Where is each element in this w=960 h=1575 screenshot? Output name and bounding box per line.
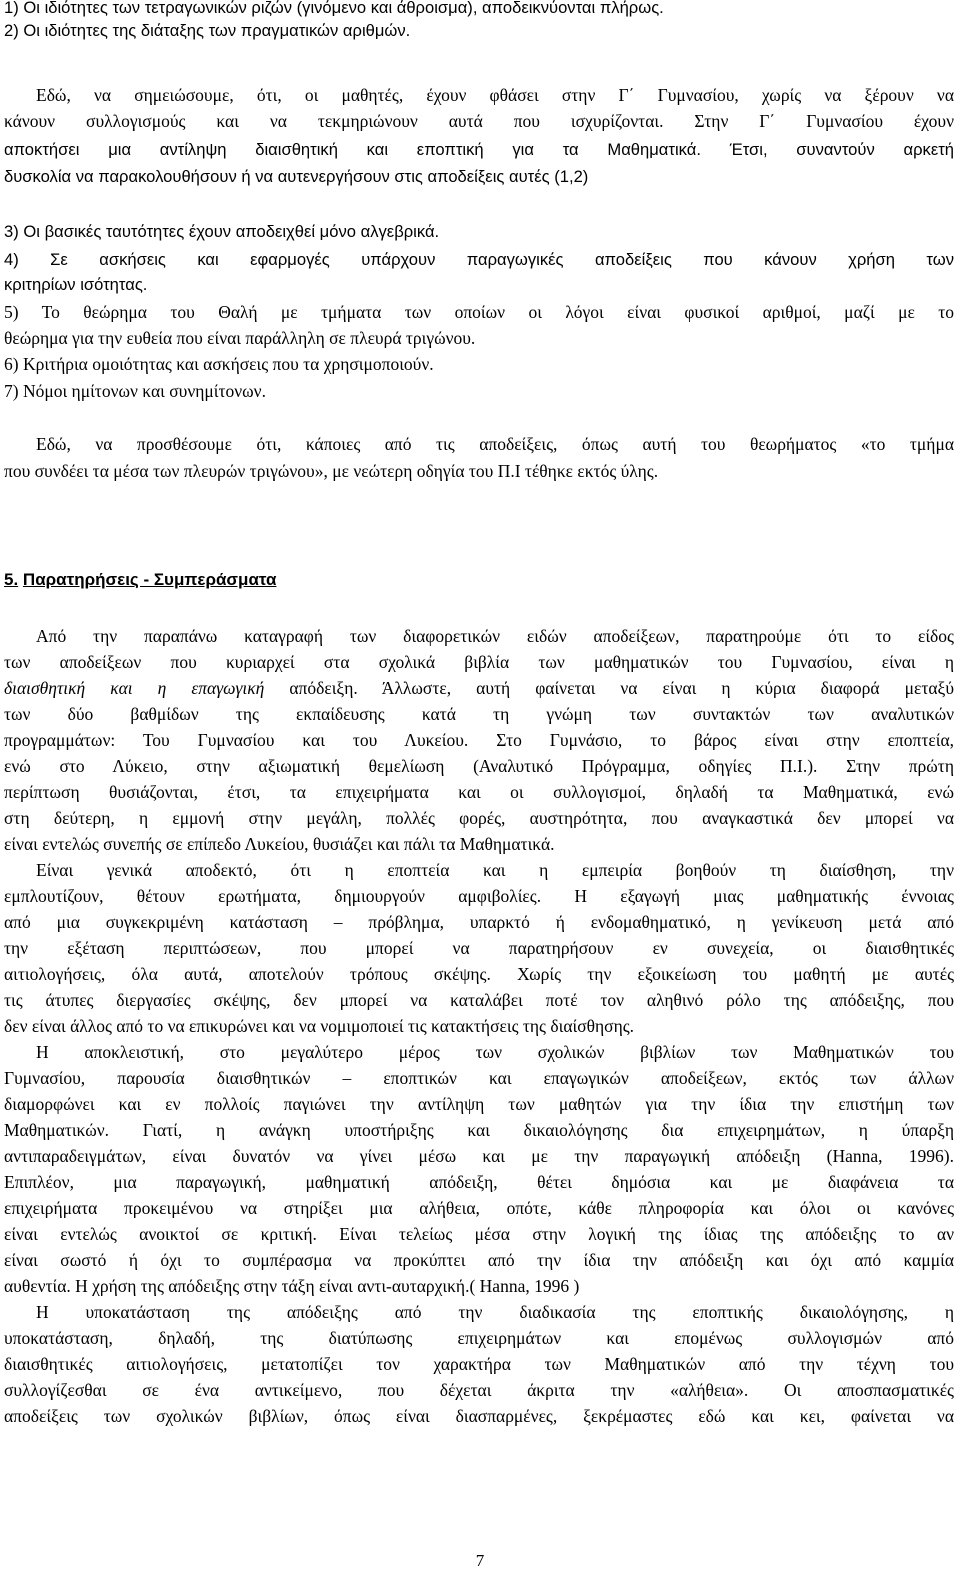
page-number: 7 (475, 1551, 485, 1570)
paragraph-line: ενώ στο Λύκειο, στην αξιωματική θεμελίωση (Αναλυτικό Πρόγραμμα, οδηγίες Π.Ι.). Στην πρώτη (4, 756, 954, 776)
paragraph-line: δεν είναι άλλος από το να επικυρώνει και να νομιμοποιεί τις κατακτήσεις της διαίσθησης. (4, 1016, 635, 1036)
paragraph-line: αντιπαραδειγμάτων, είναι δυνατόν να γίνει μέσω και με την παραγωγική απόδειξη (Hanna, 1996). (4, 1146, 954, 1166)
paragraph-line: Είναι γενικά αποδεκτό, ότι η εποπτεία και η εμπειρία βοηθούν τη διαίσθηση, την (36, 860, 954, 880)
paragraph-line: διαισθητικές αιτιολογήσεις, μετατοπίζει τον χαρακτήρα των Μαθηματικών από την τέχνη του (4, 1354, 954, 1374)
paragraph-line: αιτιολογήσεις, όλα αυτά, αποτελούν τρόπους σκέψης. Χωρίς την εξοικείωση του μαθητή με αυτές (4, 964, 954, 984)
paragraph-line: είναι σωστό ή όχι το συμπέρασμα να προκύπτει από την ίδια την απόδειξη και όχι από καμμία (4, 1250, 954, 1270)
paragraph-text: απόδειξη. Άλλωστε, αυτή φαίνεται να είναι η κύρια διαφορά μεταξύ (264, 678, 954, 698)
paragraph-line: Εδώ, να σημειώσουμε, ότι, οι μαθητές, έχουν φθάσει στην Γ΄ Γυμνασίου, χωρίς να ξέρουν να (36, 85, 954, 105)
paragraph-line: που συνδέει τα μέσα των πλευρών τριγώνου», με νεώτερη οδηγία του Π.Ι τέθηκε εκτός ύλης. (4, 461, 659, 481)
list-item-4-continued: κριτηρίων ισότητας. (4, 275, 148, 294)
paragraph-line: δυσκολία να παρακολουθήσουν ή να αυτενεργήσουν στις αποδείξεις αυτές (1,2) (4, 167, 589, 186)
paragraph-line: Από την παραπάνω καταγραφή των διαφορετικών ειδών αποδείξεων, παρατηρούμε ότι το είδος (36, 626, 954, 646)
list-item-5-continued: θεώρημα για την ευθεία που είναι παράλληλη σε πλευρά τριγώνου. (4, 328, 476, 348)
paragraph-line: επιχειρήματα προκειμένου να στηρίξει μια αλήθεια, οπότε, κάθε πληροφορία και όλοι οι κανόνες (4, 1198, 954, 1218)
paragraph-line: Εδώ, να προσθέσουμε ότι, κάποιες από τις αποδείξεις, όπως αυτή του θεωρήματος «το τμήμα (36, 434, 954, 454)
paragraph-line: Γυμνασίου, παρουσία διαισθητικών – εποπτικών και επαγωγικών αποδείξεων, εκτός των άλλων (4, 1068, 954, 1088)
paragraph-line: Η αποκλειστική, στο μεγαλύτερο μέρος των σχολικών βιβλίων των Μαθηματικών του (36, 1042, 954, 1062)
paragraph-line: των δύο βαθμίδων της εκπαίδευσης κατά τη γνώμη των συντακτών των αναλυτικών (4, 704, 954, 724)
list-item-7: 7) Νόμοι ημίτονων και συνημίτονων. (4, 381, 266, 401)
list-item-6: 6) Κριτήρια ομοιότητας και ασκήσεις που τα χρησιμοποιούν. (4, 354, 434, 374)
paragraph-line: περίπτωση θυσιάζονται, έτσι, τα επιχειρήματα και οι συλλογισμοί, δηλαδή τα Μαθηματικά, ενώ (4, 782, 954, 802)
paragraph-line: την εξέταση περιπτώσεων, που μπορεί να παρατηρήσουν εν συνεχεία, οι διαισθητικές (4, 938, 954, 958)
paragraph-line: διαμορφώνει και εν πολλοίς παγιώνει την αντίληψη των μαθητών για την ίδια την επιστήμη των (4, 1094, 954, 1114)
paragraph-line: υποκατάσταση, δηλαδή, της διατύπωσης επιχειρημάτων και επομένως συλλογισμών από (4, 1328, 954, 1348)
paragraph-line: Η υποκατάσταση της απόδειξης από την διαδικασία της εποπτικής δικαιολόγησης, η (36, 1302, 954, 1322)
section-title: Παρατηρήσεις - Συμπεράσματα (22, 570, 277, 589)
paragraph-line: αυθεντία. Η χρήση της απόδειξης στην τάξη είναι αντι-αυταρχική.( Hanna, 1996 ) (4, 1276, 580, 1296)
paragraph-line: στη δεύτερη, η εμμονή στην μεγάλη, πολλές φορές, αυστηρότητα, που αναγκαστικά δεν μπορεί να (4, 808, 954, 828)
paragraph-line (4, 677, 954, 699)
paragraph-line: αποκτήσει μια αντίληψη διαισθητική και εποπτική για τα Μαθηματικά. Έτσι, συναντούν αρκετή (4, 140, 954, 159)
paragraph-line: των αποδείξεων που κυριαρχεί στα σχολικά βιβλία των μαθηματικών του Γυμνασίου, είναι η (4, 652, 954, 672)
list-item-5: 5) Το θεώρημα του Θαλή με τμήματα των οποίων οι λόγοι είναι φυσικοί αριθμοί, μαζί με το (4, 302, 954, 322)
paragraph-line: Μαθηματικών. Γιατί, η ανάγκη υποστήριξης και δικαιολόγησης δια επιχειρημάτων, η ύπαρξη (4, 1120, 954, 1140)
paragraph-line: είναι εντελώς ανοικτοί σε κριτική. Είναι τελείως μέσα στην λογική της ίδιας της απόδειξης το αν (4, 1224, 954, 1244)
paragraph-line: τις άτυπες διεργασίες σκέψης, δεν μπορεί να καταλάβει ποτέ τον αληθινό ρόλο της απόδειξης, που (4, 990, 954, 1010)
list-item-4: 4) Σε ασκήσεις και εφαρμογές υπάρχουν παραγωγικές αποδείξεις που κάνουν χρήση των (4, 250, 954, 269)
paragraph-line: είναι εντελώς συνεπής σε επίπεδο Λυκείου, θυσιάζει και πάλι τα Μαθηματικά. (4, 834, 555, 854)
paragraph-line: προγραμμάτων: Του Γυμνασίου και του Λυκείου. Στο Γυμνάσιο, το βάρος είναι στην εποπτεία, (4, 730, 954, 750)
paragraph-line: από μια συγκεκριμένη κατάσταση – πρόβλημα, υπαρκτό ή ενδομαθηματικό, η γενίκευση μετά από (4, 912, 954, 932)
list-item-3: 3) Οι βασικές ταυτότητες έχουν αποδειχθεί μόνο αλγεβρικά. (4, 222, 440, 241)
paragraph-line: συλλογίζεσθαι σε ένα αντικείμενο, που δέχεται άκριτα την «αλήθεια». Οι αποσπασματικές (4, 1380, 954, 1400)
section-number: 5. (4, 570, 19, 589)
section-heading (4, 569, 954, 591)
paragraph-line: Επιπλέον, μια παραγωγική, μαθηματική απόδειξη, θέτει δημόσια και με διαφάνεια τα (4, 1172, 954, 1192)
list-item-1: 1) Οι ιδιότητες των τετραγωνικών ριζών (γινόμενο και άθροισμα), αποδεικνύονται πλήρως. (4, 0, 664, 17)
emphasis-text: διαισθητική και η επαγωγική (4, 678, 265, 698)
paragraph-line: αποδείξεις των σχολικών βιβλίων, όπως είναι διασπαρμένες, ξεκρέμαστες εδώ και κει, φαίνεται να (4, 1406, 954, 1426)
list-item-2: 2) Οι ιδιότητες της διάταξης των πραγματικών αριθμών. (4, 21, 411, 40)
paragraph-line: εμπλουτίζουν, θέτουν ερωτήματα, δημιουργούν αμφιβολίες. Η εξαγωγή μιας μαθηματικής έννοιας (4, 886, 954, 906)
paragraph-line: κάνουν συλλογισμούς και να τεκμηριώνουν αυτά που ισχυρίζονται. Στην Γ΄ Γυμνασίου έχουν (4, 111, 954, 131)
